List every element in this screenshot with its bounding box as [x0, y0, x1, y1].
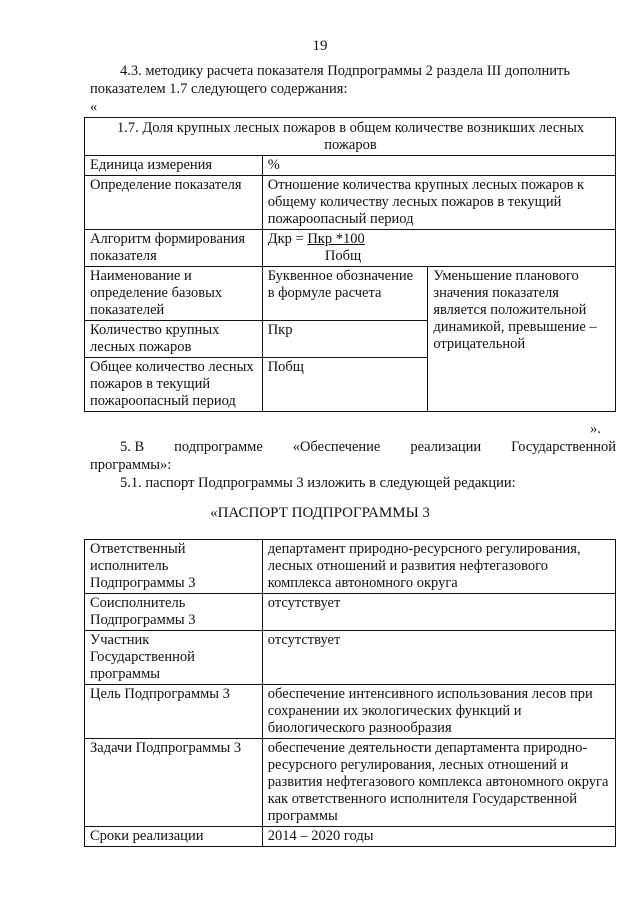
- section5-line-2: программы»:: [90, 457, 172, 473]
- total-fires-symbol: Побщ: [262, 358, 428, 412]
- passport-value: отсутствует: [262, 594, 615, 631]
- passport-label: Участник Государственной программы: [85, 631, 263, 685]
- section5-word: Государственной: [511, 439, 616, 455]
- passport-value: 2014 – 2020 годы: [262, 827, 615, 847]
- base-note: Уменьшение планового значения показателя является положительной динамикой, превышение – отрицательной: [428, 267, 616, 412]
- close-quote: ».: [590, 421, 601, 437]
- section5-word: реализации: [410, 439, 482, 455]
- formula-fraction: [307, 231, 364, 265]
- passport-label: Цель Подпрограммы 3: [85, 685, 263, 739]
- base-indicators-label: Наименование и определение базовых показателей: [85, 267, 263, 321]
- intro-line-1: 4.3. методику расчета показателя Подпрограммы 2 раздела III дополнить: [120, 63, 571, 79]
- section5-word: подпрограмме: [174, 439, 263, 455]
- indicator-title: 1.7. Доля крупных лесных пожаров в общем количестве возникших лесных пожаров: [85, 118, 616, 156]
- unit-label: Единица измерения: [85, 156, 263, 176]
- formula-denominator: Побщ: [324, 248, 362, 264]
- formula-lhs: Дкр =: [267, 231, 304, 247]
- total-fires-label: Общее количество лесных пожаров в текущий пожароопасный период: [85, 358, 263, 412]
- passport-label: Соисполнитель Подпрограммы 3: [85, 594, 263, 631]
- algorithm-label: Алгоритм формирования показателя: [85, 230, 263, 267]
- passport-value: обеспечение интенсивного использования лесов при сохранении их экологических функций и биологического разнообразия: [262, 685, 615, 739]
- table-row: [85, 540, 616, 594]
- passport-label: Сроки реализации: [85, 827, 263, 847]
- passport-heading: «ПАСПОРТ ПОДПРОГРАММЫ 3: [210, 505, 430, 521]
- formula: [262, 230, 615, 267]
- section5-word: «Обеспечение: [292, 439, 381, 455]
- section5-word: 5. В: [120, 439, 145, 455]
- table-row: [85, 827, 616, 847]
- passport-table: [84, 539, 616, 847]
- section5-line-1: [120, 439, 616, 456]
- table-row: [85, 631, 616, 685]
- passport-value: департамент природно-ресурсного регулирования, лесных отношений и развития нефтегазового комплекса автономного округа: [262, 540, 615, 594]
- passport-label: Ответственный исполнитель Подпрограммы 3: [85, 540, 263, 594]
- base-notation-header: Буквенное обозначение в формуле расчета: [262, 267, 428, 321]
- passport-value: отсутствует: [262, 631, 615, 685]
- formula-numerator: Пкр *100: [307, 231, 365, 247]
- large-fires-symbol: Пкр: [262, 321, 428, 358]
- definition-value: Отношение количества крупных лесных пожаров к общему количеству лесных пожаров в текущий пожароопасный период: [262, 176, 615, 230]
- unit-value: %: [262, 156, 615, 176]
- definition-label: Определение показателя: [85, 176, 263, 230]
- section51: 5.1. паспорт Подпрограммы 3 изложить в следующей редакции:: [120, 475, 516, 491]
- table-row: [85, 594, 616, 631]
- intro-line-2: показателем 1.7 следующего содержания:: [90, 81, 348, 97]
- indicator-table: [84, 117, 616, 412]
- passport-label: Задачи Подпрограммы 3: [85, 739, 263, 827]
- large-fires-label: Количество крупных лесных пожаров: [85, 321, 263, 358]
- open-quote: «: [90, 99, 98, 115]
- page-number: 19: [312, 38, 328, 54]
- table-row: [85, 739, 616, 827]
- table-row: [85, 685, 616, 739]
- passport-value: обеспечение деятельности департамента природно-ресурсного регулирования, лесных отношений и развития нефтегазового комплекса автономного округа как ответственного исполнителя Государственной программы: [262, 739, 615, 827]
